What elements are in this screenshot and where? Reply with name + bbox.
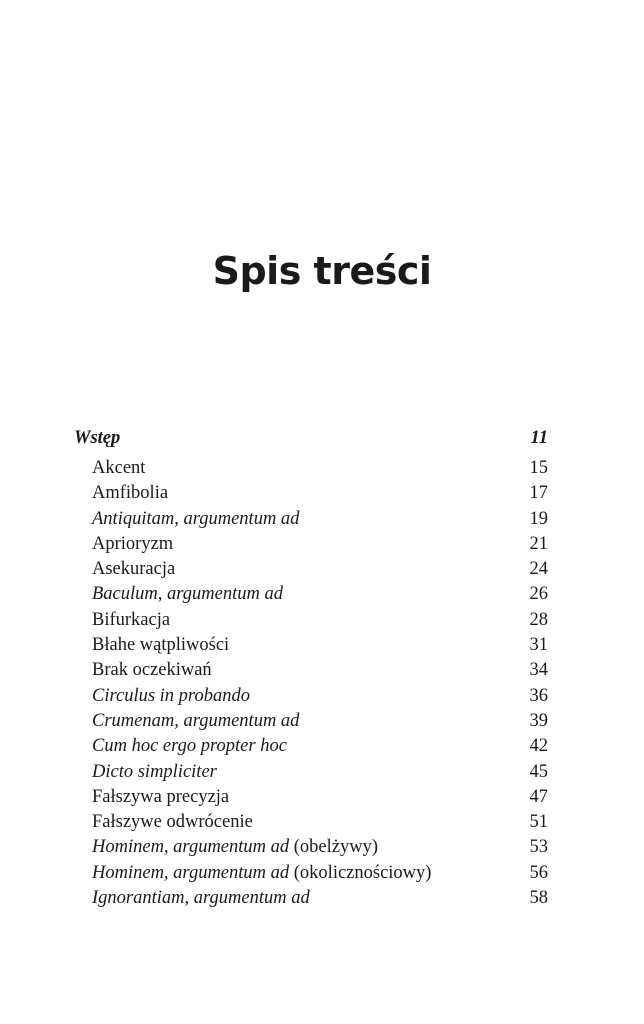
toc-entry-title-text: Dicto simpliciter xyxy=(92,761,217,782)
toc-entry-title xyxy=(74,481,168,506)
toc-entries xyxy=(74,456,548,911)
toc-entry-title-text: Bifurkacja xyxy=(92,609,171,630)
toc-entry xyxy=(74,532,548,557)
toc-entry-title-text: Hominem, argumentum ad xyxy=(92,862,290,883)
toc-entry-title-text: Fałszywa precyzja xyxy=(92,786,230,807)
table-of-contents xyxy=(74,424,548,911)
toc-entry xyxy=(74,633,548,658)
toc-entry xyxy=(74,684,548,709)
toc-entry-page-number: 39 xyxy=(529,710,548,731)
toc-entry-title xyxy=(74,760,217,785)
toc-entry-title-text: Crumenam, argumentum ad xyxy=(92,710,300,731)
toc-entry-title-text: Brak oczekiwań xyxy=(92,660,212,681)
toc-entry xyxy=(74,861,548,886)
toc-entry-title-text: Ignorantiam, argumentum ad xyxy=(92,888,310,909)
toc-entry-title-text: Baculum, argumentum ad xyxy=(92,584,283,605)
toc-entry-title-text: Amfibolia xyxy=(92,483,169,504)
toc-entry-page-number: 51 xyxy=(529,812,548,833)
page-title: Spis treści xyxy=(212,249,432,293)
chapter-page-number: 11 xyxy=(530,428,548,448)
toc-entry xyxy=(74,608,548,633)
toc-entry xyxy=(74,507,548,532)
toc-entry-qualifier: (obelżywy) xyxy=(289,837,379,858)
toc-entry-title xyxy=(74,734,287,759)
toc-entry xyxy=(74,658,548,683)
toc-entry-title xyxy=(74,658,212,683)
toc-entry-title xyxy=(74,684,250,709)
toc-entry-page-number: 15 xyxy=(529,458,548,478)
toc-entry-title xyxy=(74,785,229,810)
toc-entry-page-number: 28 xyxy=(529,609,548,630)
toc-entry-page-number: 31 xyxy=(529,635,548,656)
toc-entry xyxy=(74,709,548,734)
toc-entry-title xyxy=(74,861,431,886)
toc-entry-page-number: 24 xyxy=(529,559,548,580)
toc-entry-title-text: Cum hoc ergo propter hoc xyxy=(92,736,287,757)
toc-entry-title xyxy=(74,709,299,734)
toc-entry-title-text: Asekuracja xyxy=(92,559,176,580)
toc-entry-title xyxy=(74,557,175,582)
toc-entry-page-number: 53 xyxy=(529,837,548,858)
toc-entry xyxy=(74,557,548,582)
toc-entry-page-number: 56 xyxy=(529,862,548,883)
toc-entry-title xyxy=(74,886,310,911)
toc-entry-page-number: 45 xyxy=(529,761,548,782)
toc-entry-page-number: 36 xyxy=(529,685,548,706)
toc-entry-page-number: 58 xyxy=(529,888,548,909)
toc-entry-page-number: 17 xyxy=(529,483,548,504)
toc-entry xyxy=(74,481,548,506)
toc-entry xyxy=(74,456,548,481)
toc-entry-title xyxy=(74,835,378,860)
toc-chapter xyxy=(74,424,548,456)
toc-entry-title-text: Antiquitam, argumentum ad xyxy=(92,508,300,529)
toc-entry-qualifier: (okolicznościowy) xyxy=(289,862,432,883)
toc-entry xyxy=(74,810,548,835)
toc-entry xyxy=(74,835,548,860)
toc-entry-title xyxy=(74,532,173,557)
toc-entry-page-number: 21 xyxy=(529,533,548,554)
toc-entry xyxy=(74,734,548,759)
toc-entry xyxy=(74,785,548,810)
toc-entry-title-text: Aprioryzm xyxy=(92,533,174,554)
toc-entry-title xyxy=(74,608,170,633)
toc-entry-page-number: 26 xyxy=(529,584,548,605)
chapter-title: Wstęp xyxy=(74,428,121,448)
toc-entry-title xyxy=(74,507,299,532)
toc-entry-title xyxy=(74,633,229,658)
toc-entry-title-text: Hominem, argumentum ad xyxy=(92,837,290,858)
toc-entry-title-text: Circulus in probando xyxy=(92,685,250,706)
toc-entry-title-text: Akcent xyxy=(92,458,146,478)
toc-entry-title-text: Fałszywe odwrócenie xyxy=(92,812,253,833)
toc-entry-title xyxy=(74,810,253,835)
toc-entry-title-text: Błahe wątpliwości xyxy=(92,635,230,656)
toc-entry xyxy=(74,886,548,911)
toc-entry xyxy=(74,582,548,607)
toc-entry-page-number: 47 xyxy=(529,786,548,807)
toc-entry-page-number: 42 xyxy=(529,736,548,757)
toc-entry xyxy=(74,760,548,785)
toc-entry-page-number: 34 xyxy=(529,660,548,681)
toc-entry-page-number: 19 xyxy=(529,508,548,529)
toc-entry-title xyxy=(74,582,283,607)
toc-entry-title xyxy=(74,456,145,481)
